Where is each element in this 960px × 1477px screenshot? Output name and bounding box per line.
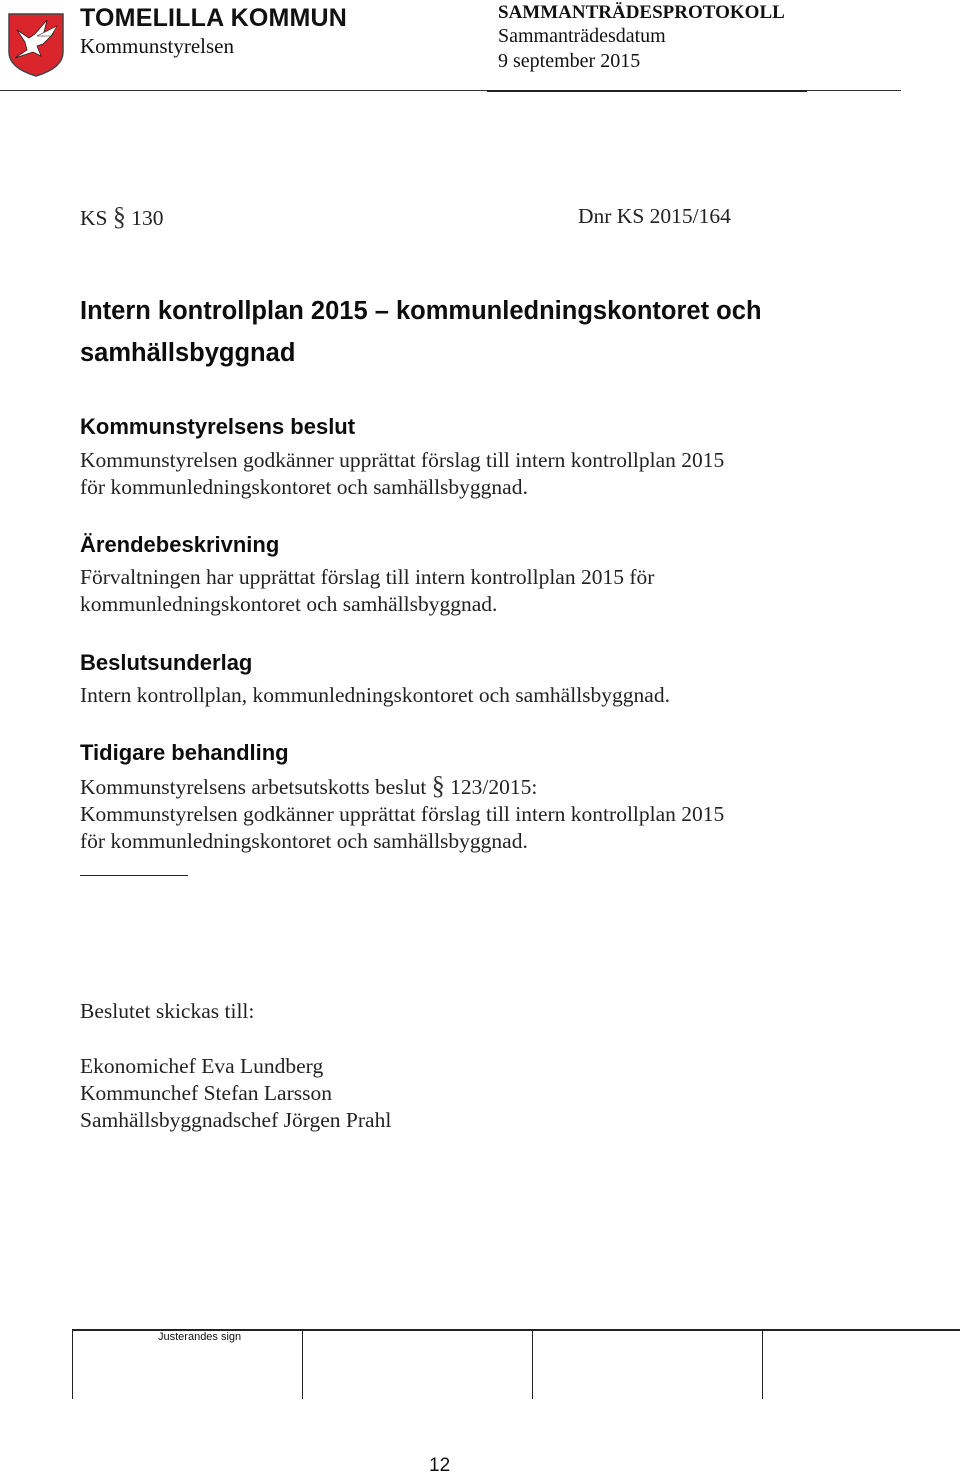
case-number-value: 130 bbox=[131, 206, 164, 230]
signature-cell bbox=[532, 1331, 533, 1399]
text-line: Förvaltningen har upprättat förslag till intern kontrollplan 2015 för bbox=[80, 565, 655, 589]
org-name: TOMELILLA KOMMUN bbox=[80, 4, 348, 32]
section-heading-description: Ärendebeskrivning bbox=[80, 532, 280, 557]
page-number: 12 bbox=[429, 1455, 451, 1476]
header-divider bbox=[807, 90, 901, 91]
section-heading-basis: Beslutsunderlag bbox=[80, 650, 253, 675]
text-line: för kommunledningskontoret och samhällsbyggnad. bbox=[80, 829, 528, 853]
meeting-date-label: Sammanträdesdatum bbox=[498, 25, 666, 47]
text-line: Kommunstyrelsen godkänner upprättat förslag till intern kontrollplan 2015 bbox=[80, 448, 725, 472]
dnr: Dnr KS 2015/164 bbox=[578, 204, 731, 228]
paragraph-sign: § bbox=[431, 771, 445, 800]
list-item: Kommunchef Stefan Larsson bbox=[80, 1081, 332, 1105]
header-divider bbox=[0, 90, 487, 91]
end-of-section-rule bbox=[80, 875, 188, 876]
section-heading-previous: Tidigare behandling bbox=[80, 740, 289, 765]
text-line: kommunledningskontoret och samhällsbyggnad. bbox=[80, 592, 498, 616]
text-line: för kommunledningskontoret och samhällsbyggnad. bbox=[80, 475, 528, 499]
sent-to-label: Beslutet skickas till: bbox=[80, 999, 255, 1023]
signature-cell bbox=[762, 1331, 763, 1399]
text-line bbox=[80, 772, 860, 801]
recipient-list bbox=[80, 1053, 391, 1134]
list-item: Samhällsbyggnadschef Jörgen Prahl bbox=[80, 1108, 392, 1132]
text-line-part: 123/2015: bbox=[450, 775, 538, 799]
protocol-title: SAMMANTRÄDESPROTOKOLL bbox=[498, 2, 785, 23]
meeting-date: 9 september 2015 bbox=[498, 50, 641, 72]
signature-label: Justerandes sign bbox=[158, 1331, 242, 1343]
section-text-description bbox=[80, 564, 860, 618]
section-text-basis bbox=[80, 682, 860, 709]
case-prefix: KS bbox=[80, 206, 108, 230]
text-line: Kommunstyrelsen godkänner upprättat förslag till intern kontrollplan 2015 bbox=[80, 802, 725, 826]
municipal-logo-icon bbox=[7, 12, 65, 78]
org-unit: Kommunstyrelsen bbox=[80, 34, 234, 58]
section-text-decision bbox=[80, 447, 860, 501]
text-line: Intern kontrollplan, kommunledningskontoret och samhällsbyggnad. bbox=[80, 683, 670, 707]
paragraph-sign: § bbox=[112, 202, 126, 231]
signature-cell bbox=[302, 1331, 303, 1399]
section-heading-decision: Kommunstyrelsens beslut bbox=[80, 414, 356, 439]
header-divider bbox=[487, 90, 807, 92]
text-line-part: Kommunstyrelsens arbetsutskotts beslut bbox=[80, 775, 427, 799]
page-title: Intern kontrollplan 2015 – kommunledningskontoret och samhällsbyggnad bbox=[80, 297, 762, 367]
list-item: Ekonomichef Eva Lundberg bbox=[80, 1054, 324, 1078]
case-number bbox=[80, 203, 163, 232]
section-text-previous bbox=[80, 772, 860, 855]
signature-cell bbox=[72, 1331, 73, 1399]
